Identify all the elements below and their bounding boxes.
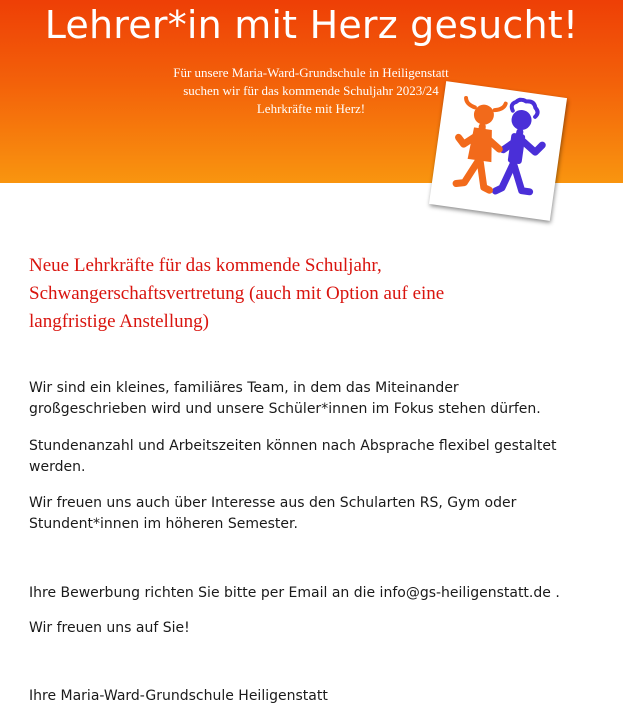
banner-subtitle-line: suchen wir für das kommende Schuljahr 2023/24 — [183, 83, 439, 98]
headline — [29, 252, 529, 336]
paragraph-line: Stundent*innen im höheren Semester. — [29, 516, 298, 532]
paragraph-line: Wir sind ein kleines, familiäres Team, in dem das Miteinander — [29, 380, 459, 396]
paragraph-line: Wir freuen uns auch über Interesse aus den Schularten RS, Gym oder — [29, 495, 517, 511]
signature: Ihre Maria-Ward-Grundschule Heiligenstatt — [29, 688, 328, 704]
children-illustration — [429, 81, 567, 221]
paragraph-interest — [29, 493, 599, 535]
paragraph-line: Stundenanzahl und Arbeitszeiten können nach Absprache flexibel gestaltet — [29, 438, 557, 454]
paragraph-application: Ihre Bewerbung richten Sie bitte per Email an die info@gs-heiligenstatt.de . — [29, 585, 560, 601]
headline-line: Schwangerschaftsvertretung (auch mit Option auf eine — [29, 283, 445, 304]
banner-subtitle-line: Lehrkräfte mit Herz! — [256, 101, 366, 116]
paragraph-line: werden. — [29, 459, 86, 475]
banner-subtitle — [140, 64, 482, 118]
paragraph-closing: Wir freuen uns auf Sie! — [29, 620, 190, 636]
two-children-icon — [436, 88, 561, 214]
banner-subtitle-line: Für unsere Maria-Ward-Grundschule in Heiligenstatt — [173, 65, 449, 80]
paragraph-hours — [29, 436, 599, 478]
paragraph-line: großgeschrieben wird und unsere Schüler*innen im Fokus stehen dürfen. — [29, 401, 541, 417]
paragraph-team — [29, 378, 599, 420]
headline-line: langfristige Anstellung) — [29, 311, 209, 332]
banner-title: Lehrer*in mit Herz gesucht! — [44, 3, 579, 47]
headline-line: Neue Lehrkräfte für das kommende Schuljahr, — [29, 255, 382, 276]
